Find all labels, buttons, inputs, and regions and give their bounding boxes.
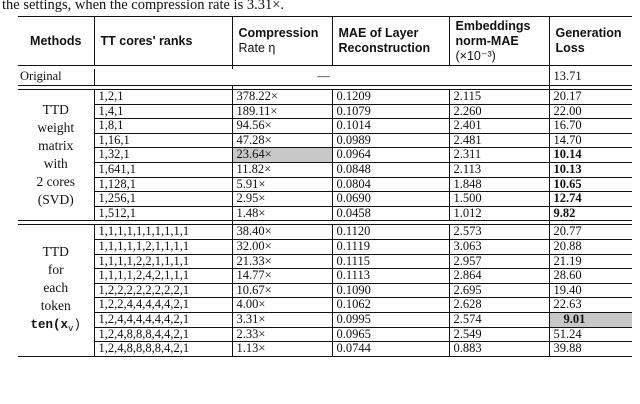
rate-cell: 21.33× — [232, 254, 332, 269]
original-section — [18, 66, 632, 86]
method-label-line: 2 cores — [36, 174, 76, 190]
method-label-line: each — [43, 280, 69, 296]
ranks-cell: 1,4,1 — [94, 104, 232, 119]
table-row — [18, 254, 632, 269]
mae-cell: 0.1062 — [332, 298, 449, 313]
ranks-cell: 1,512,1 — [94, 206, 232, 221]
mae-cell: 0.0804 — [332, 177, 449, 192]
table-row — [18, 162, 632, 177]
ranks-cell: 1,1,1,1,1,1,1,1,1,1 — [94, 225, 232, 240]
loss-cell: 9.01 — [549, 312, 632, 327]
rate-cell: 11.82× — [232, 162, 332, 177]
loss-cell: 20.77 — [549, 225, 632, 240]
embeddings-cell: 2.957 — [449, 254, 549, 269]
rate-cell: 1.48× — [232, 206, 332, 221]
mae-cell: 0.1120 — [332, 225, 449, 240]
embeddings-cell: 2.695 — [449, 283, 549, 298]
embeddings-cell: 2.628 — [449, 298, 549, 313]
method-label-line: with — [43, 156, 68, 172]
original-loss: 13.71 — [549, 69, 632, 86]
method-label-line: TTD — [42, 102, 69, 118]
rate-cell: 1.13× — [232, 342, 332, 357]
loss-cell: 21.19 — [549, 254, 632, 269]
embeddings-cell: 2.115 — [449, 90, 549, 105]
formula-subscript: v — [68, 324, 74, 335]
ranks-cell: 1,128,1 — [94, 177, 232, 192]
ranks-cell: 1,2,4,8,8,8,4,4,2,1 — [94, 327, 232, 342]
mae-cell: 0.0458 — [332, 206, 449, 221]
ranks-cell: 1,8,1 — [94, 119, 232, 134]
embeddings-cell: 2.311 — [449, 148, 549, 163]
table-row — [18, 192, 632, 207]
header-methods: Methods — [18, 17, 94, 66]
mae-cell: 0.1113 — [332, 269, 449, 284]
table-row — [18, 148, 632, 163]
mae-cell: 0.0995 — [332, 312, 449, 327]
rate-cell: 14.77× — [232, 269, 332, 284]
embeddings-cell: 2.401 — [449, 119, 549, 134]
loss-cell: 9.82 — [549, 206, 632, 221]
formula-close: ) — [73, 318, 81, 333]
ranks-cell: 1,1,1,1,1,2,1,1,1,1 — [94, 239, 232, 254]
embeddings-cell: 2.574 — [449, 312, 549, 327]
method-label-line: token — [40, 298, 71, 314]
group2-method-label — [18, 225, 94, 356]
embeddings-cell: 1.848 — [449, 177, 549, 192]
method-label-formula — [30, 318, 81, 335]
table-row — [18, 225, 632, 240]
header-mae: MAE of Layer Reconstruction — [332, 17, 449, 66]
mae-cell: 0.1014 — [332, 119, 449, 134]
table-row — [18, 312, 632, 327]
ranks-cell: 1,2,1 — [94, 90, 232, 105]
rate-cell: 378.22× — [232, 90, 332, 105]
loss-cell: 10.13 — [549, 162, 632, 177]
mae-cell: 0.1079 — [332, 104, 449, 119]
embeddings-cell: 2.113 — [449, 162, 549, 177]
group1-method-label — [18, 90, 94, 221]
mae-cell: 0.0744 — [332, 342, 449, 357]
loss-cell: 16.70 — [549, 119, 632, 134]
rate-cell: 5.91× — [232, 177, 332, 192]
ranks-cell: 1,32,1 — [94, 148, 232, 163]
rate-cell: 2.95× — [232, 192, 332, 207]
mae-cell: 0.1090 — [332, 283, 449, 298]
rate-cell: 47.28× — [232, 133, 332, 148]
table-row — [18, 177, 632, 192]
table-row — [18, 239, 632, 254]
ranks-cell: 1,1,1,1,2,2,1,1,1,1 — [94, 254, 232, 269]
embeddings-cell: 2.481 — [449, 133, 549, 148]
formula-function: ten(x — [30, 318, 69, 333]
header-compression: Compression Rate η — [232, 17, 332, 66]
group1-section — [18, 86, 632, 221]
embeddings-cell: 2.549 — [449, 327, 549, 342]
table-row — [18, 90, 632, 105]
embeddings-cell: 2.573 — [449, 225, 549, 240]
table-row — [18, 119, 632, 134]
mae-cell: 0.0989 — [332, 133, 449, 148]
mae-cell: 0.0690 — [332, 192, 449, 207]
loss-cell: 10.14 — [549, 148, 632, 163]
original-row — [18, 69, 632, 86]
loss-cell: 19.40 — [549, 283, 632, 298]
table-row — [18, 269, 632, 284]
table-header — [18, 17, 632, 66]
original-dash: — — [94, 69, 549, 86]
rate-cell: 38.40× — [232, 225, 332, 240]
rate-cell: 189.11× — [232, 104, 332, 119]
rate-cell: 94.56× — [232, 119, 332, 134]
loss-cell: 39.88 — [549, 342, 632, 357]
ranks-cell: 1,2,2,2,2,2,2,2,2,1 — [94, 283, 232, 298]
table-row — [18, 327, 632, 342]
loss-cell: 20.88 — [549, 239, 632, 254]
rate-cell: 32.00× — [232, 239, 332, 254]
rate-cell: 10.67× — [232, 283, 332, 298]
table-row — [18, 206, 632, 221]
ranks-cell: 1,2,4,4,4,4,4,4,2,1 — [94, 312, 232, 327]
embeddings-cell: 2.260 — [449, 104, 549, 119]
rate-cell: 3.31× — [232, 312, 332, 327]
loss-cell: 12.74 — [549, 192, 632, 207]
embeddings-cell: 0.883 — [449, 342, 549, 357]
loss-cell: 22.00 — [549, 104, 632, 119]
original-method: Original — [18, 69, 94, 86]
loss-cell: 14.70 — [549, 133, 632, 148]
header-embeddings: Embeddings norm-MAE (×10⁻³) — [449, 17, 549, 66]
mae-cell: 0.1115 — [332, 254, 449, 269]
ranks-cell: 1,2,4,8,8,8,8,4,2,1 — [94, 342, 232, 357]
header-ranks: TT cores' ranks — [94, 17, 232, 66]
table-row — [18, 104, 632, 119]
ranks-cell: 1,16,1 — [94, 133, 232, 148]
rate-cell: 2.33× — [232, 327, 332, 342]
table-row — [18, 283, 632, 298]
mae-cell: 0.1209 — [332, 90, 449, 105]
ranks-cell: 1,2,2,4,4,4,4,4,2,1 — [94, 298, 232, 313]
rate-cell: 4.00× — [232, 298, 332, 313]
embeddings-cell: 1.500 — [449, 192, 549, 207]
loss-cell: 51.24 — [549, 327, 632, 342]
ranks-cell: 1,1,1,1,2,4,2,1,1,1 — [94, 269, 232, 284]
loss-cell: 10.65 — [549, 177, 632, 192]
embeddings-cell: 1.012 — [449, 206, 549, 221]
caption: the settings, when the compression rate is 3.31×. — [2, 0, 285, 13]
method-label-line: (SVD) — [37, 192, 74, 208]
mae-cell: 0.1119 — [332, 239, 449, 254]
rate-cell: 23.64× — [232, 148, 332, 163]
ranks-cell: 1,256,1 — [94, 192, 232, 207]
method-label-line: for — [47, 262, 64, 278]
loss-cell: 20.17 — [549, 90, 632, 105]
table-row — [18, 342, 632, 357]
mae-cell: 0.0848 — [332, 162, 449, 177]
header-generation-loss: Generation Loss — [555, 26, 622, 55]
group2-section — [18, 221, 632, 356]
table-row — [18, 298, 632, 313]
method-label-line: weight — [37, 120, 75, 136]
results-table — [18, 16, 632, 357]
ranks-cell: 1,641,1 — [94, 162, 232, 177]
loss-cell: 22.63 — [549, 298, 632, 313]
table-row — [18, 133, 632, 148]
mae-cell: 0.0964 — [332, 148, 449, 163]
mae-cell: 0.0965 — [332, 327, 449, 342]
embeddings-cell: 3.063 — [449, 239, 549, 254]
method-label-line: matrix — [38, 138, 74, 154]
method-label-line: TTD — [42, 244, 69, 260]
loss-cell: 28.60 — [549, 269, 632, 284]
embeddings-cell: 2.864 — [449, 269, 549, 284]
